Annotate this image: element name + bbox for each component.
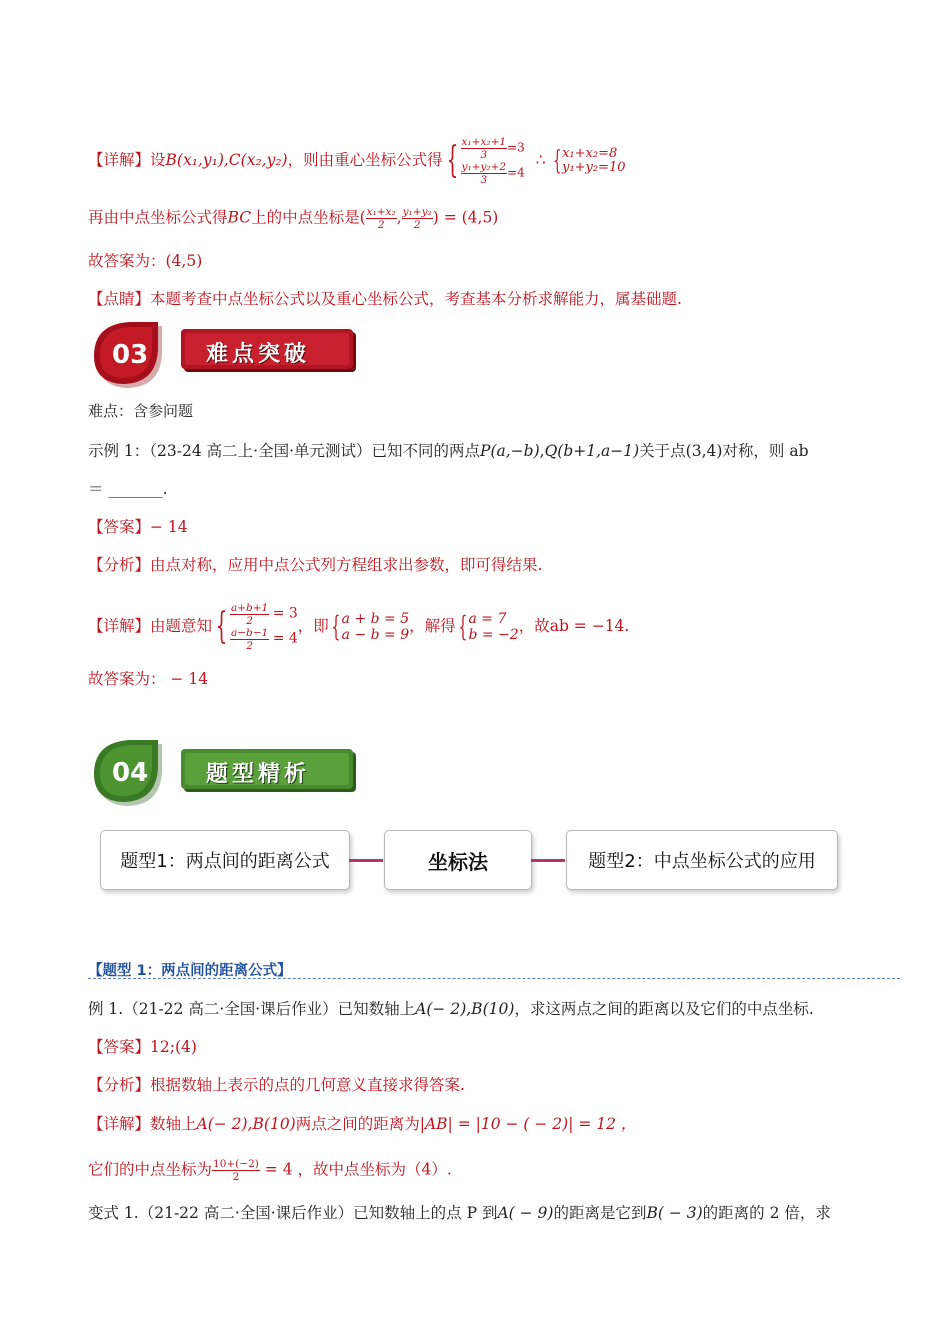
section-04-badge — [88, 738, 368, 808]
section-03-title: 难点突破 — [206, 342, 311, 367]
map-box-type1: 题型1：两点间的距离公式 — [100, 830, 350, 890]
section-04-number: 04 — [112, 758, 149, 788]
midpoint-result-line: 它们的中点坐标为 $\frac{10+(-2)}{2}$ = 4 ，故中点坐标为（4）. — [88, 1158, 452, 1183]
section-03-badge — [88, 320, 368, 390]
brace-icon: { — [458, 610, 468, 643]
section-04-title: 题型精析 — [206, 762, 311, 787]
brace-icon: { — [215, 606, 228, 647]
map-box-type2: 题型2：中点坐标公式的应用 — [566, 830, 838, 890]
midpoint-frac: $\frac{10+(-2)}{2}$ — [213, 1158, 259, 1183]
example-2-line: 例 1.（21-22 高二·全国·课后作业）已知数轴上A(− 2),B(10)，求这两点之间的距离以及它们的中点坐标. — [88, 1000, 814, 1018]
example-1-line-1: 示例 1：（23-24 高二上·全国·单元测试）已知不同的两点P(a,−b),Q(b+1,a−1)关于点(3,4)对称，则 ab — [88, 442, 809, 460]
eq2-frac: $\frac{\text{y₁+y₂+2}}{3}$ — [461, 161, 507, 186]
detail-centroid-line — [88, 136, 626, 186]
answer-line-1: 故答案为：(4,5) — [88, 252, 203, 270]
variant-1-line: 变式 1.（21-22 高二·全国·课后作业）已知数轴上的点 P 到A( − 9)的距离是它到B( − 3)的距离的 2 倍，求 — [88, 1204, 831, 1222]
heading-divider — [88, 978, 900, 979]
map-connector-right — [531, 859, 565, 862]
difficulty-label: 难点：含参问题 — [88, 402, 194, 420]
frac-x: $\frac{\text{x₁+x₂}}{2}$ — [366, 206, 396, 231]
brace-icon: { — [552, 146, 561, 176]
points-bc: B(x₁,y₁),C(x₂,y₂) — [165, 151, 288, 169]
map-box-center: 坐标法 — [384, 830, 532, 890]
section-03-number: 03 — [112, 340, 149, 370]
eq1-frac: $\frac{\text{x₁+x₂+1}}{3}$ — [461, 136, 507, 161]
detail-line-3: 【详解】数轴上A(− 2),B(10)两点之间的距离为|AB| = |10 − ( − 2)| = 12 ， — [88, 1115, 637, 1133]
linear-system: a + b = 5 a − b = 9 — [341, 611, 410, 643]
example-1-line-2: ＝ _______. — [88, 480, 168, 498]
midpoint-line: 再由中点坐标公式得BC上的中点坐标是( $\frac{\text{x₁+x₂}}{2}$ , $\frac{\text{y₁+y₂}}{2}$ ) = (4,5) — [88, 206, 499, 231]
brace-icon: { — [331, 610, 341, 643]
map-connector-left — [349, 859, 383, 862]
therefore-symbol: ∴ — [535, 151, 546, 169]
detail-text: 设 — [150, 151, 166, 169]
equation-system: $\frac{a+b+1}{2}$ = 3 $\frac{a-b-1}{2}$ = 4 — [230, 602, 298, 652]
solution-system: a = 7 b = −2 — [468, 611, 519, 643]
analysis-line-3: 【分析】根据数轴上表示的点的几何意义直接求得答案. — [88, 1076, 465, 1094]
frac-y: $\frac{\text{y₁+y₂}}{2}$ — [402, 206, 432, 231]
answer-line-3: 故答案为： − 14 — [88, 670, 209, 688]
brace-icon: { — [446, 140, 458, 181]
detail-text-2: ，则由重心坐标公式得 — [287, 151, 443, 169]
analysis-line-2: 【分析】由点对称，应用中点公式列方程组求出参数，即可得结果. — [88, 556, 543, 574]
detail-tag: 【详解】 — [88, 151, 151, 169]
detail-line-2: 【详解】由题意知 { $\frac{a+b+1}{2}$ = 3 $\frac{a-b-1}{2}$ = 4，即{a + b = 5 a − b = 9，解得{a = 7 b = −2，故ab = −14. — [88, 602, 630, 652]
answer-line-4: 【答案】12;(4) — [88, 1038, 197, 1056]
answer-line-2: 【答案】− 14 — [88, 518, 188, 536]
centroid-system: $\frac{\text{x₁+x₂+1}}{3}$ =3 $\frac{\text{y₁+y₂+2}}{3}$ =4 — [461, 136, 525, 186]
comment-line-1: 【点睛】本题考查中点坐标公式以及重心坐标公式，考查基本分析求解能力，属基础题. — [88, 290, 682, 308]
sum-system: x₁+x₂=8 y₁+y₂=10 — [562, 146, 626, 175]
type1-heading: 【题型 1：两点间的距离公式】 — [88, 963, 292, 979]
